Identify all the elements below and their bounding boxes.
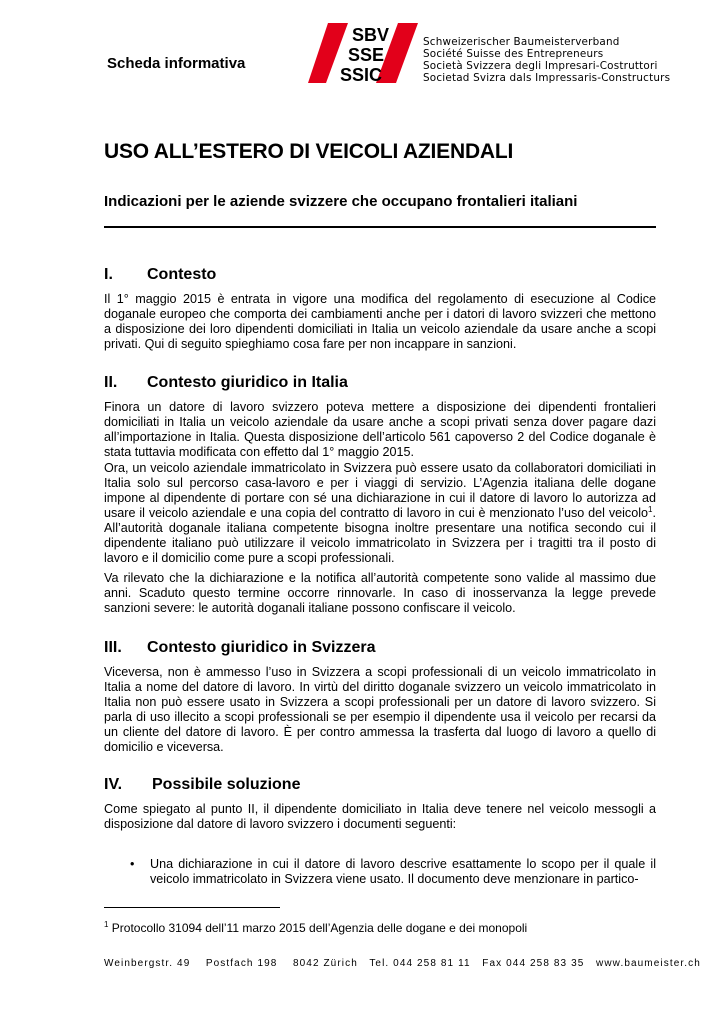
section-number: III. (104, 639, 122, 656)
section-4-bullet-1: Una dichiarazione in cui il datore di lavoro descrive esattamente lo scopo per il quale il veicolo immatricolato in Svizzera viene usato. Il documento deve menzionare in partico- (150, 857, 656, 886)
section-title: Contesto (147, 266, 217, 283)
bullet-marker: • (130, 857, 135, 871)
section-title: Possibile soluzione (152, 776, 301, 793)
paragraph-text-a: Ora, un veicolo aziendale immatricolato in Svizzera può essere usato da collaboratori domiciliati in Italia solo sul percorso casa-lavoro e per i viaggi di servizio. L’Agenzia italiana delle dogane impone al dipendente di portare con sé una dichiarazione in cui il datore di lavoro lo autorizza ad usare il veicolo aziendale e una copia del contratto di lavoro in cui è menzionato l’uso del veicolo (104, 461, 656, 520)
footnote-ref[interactable]: 1 (648, 504, 653, 514)
section-2-paragraph-3: Va rilevato che la dichiarazione e la notifica all’autorità competente sono valide al massimo due anni. Scaduto questo termine occorre rinnovarle. In caso di inosservanza la legge prevede sanzioni severe: le autorità doganali italiane possono confiscare il veicolo. (104, 571, 656, 615)
section-2-paragraph-1: Finora un datore di lavoro svizzero poteva mettere a disposizione dei dipendenti frontalieri domiciliati in Italia un veicolo aziendale da usare anche a scopi privati senza dover pagare dazi all’importazione in Italia. Questa disposizione dell’articolo 561 capoverso 2 del Codice doganale è stata tuttavia modificata con effetto dal 1° maggio 2015. (104, 400, 656, 459)
paragraph-text-b: . All’autorità doganale italiana competente bisogna inoltre presentare una notifica secondo cui il dipendente italiano può utilizzare il veicolo immatricolato in Svizzera per i tragitti tra il posto di lavoro e il domicilio come pure a scopi professionali. (104, 506, 656, 565)
logo-line-2: SSE (348, 45, 385, 65)
footnote-divider (104, 907, 280, 908)
org-name-rm: Societad Svizra dals Impressaris-Constructurs (423, 72, 671, 84)
section-number: IV. (104, 776, 123, 793)
org-name-it: Società Svizzera degli Impresari-Costruttori (423, 60, 658, 72)
logo-line-3: SSIC (340, 65, 383, 83)
footnote (104, 921, 527, 935)
section-heading-2 (104, 374, 348, 392)
org-name-fr: Société Suisse des Entrepreneurs (423, 48, 604, 60)
section-4-paragraph-1: Come spiegato al punto II, il dipendente domiciliato in Italia deve tenere nel veicolo messogli a disposizione dal datore di lavoro svizzero i documenti seguenti: (104, 802, 656, 831)
section-heading-1 (104, 266, 216, 284)
section-heading-3 (104, 639, 375, 657)
page-title: USO ALL’ESTERO DI VEICOLI AZIENDALI (104, 140, 514, 163)
section-1-paragraph-1: Il 1° maggio 2015 è entrata in vigore una modifica del regolamento di esecuzione al Codice doganale europeo che comporta dei cambiamenti anche per i datori di lavoro svizzeri che mettono a disposizione dei loro dipendenti domiciliati in Italia un veicolo aziendale da usare anche a scopi privati. Qui di seguito spieghiamo cosa fare per non incappare in sanzioni. (104, 292, 656, 351)
doc-type-label: Scheda informativa (107, 55, 246, 72)
org-name-de: Schweizerischer Baumeisterverband (423, 36, 620, 48)
footnote-mark: 1 (104, 920, 109, 929)
section-number: I. (104, 266, 113, 283)
section-2-paragraph-2 (104, 461, 656, 566)
footnote-text: Protocollo 31094 dell’11 marzo 2015 dell’Agenzia delle dogane e dei monopoli (111, 921, 528, 935)
sbv-logo (308, 23, 420, 83)
title-divider (104, 226, 656, 228)
section-title: Contesto giuridico in Svizzera (147, 639, 376, 656)
section-3-paragraph-1: Viceversa, non è ammesso l’uso in Svizzera a scopi professionali di un veicolo immatricolato in Italia a nome del datore di lavoro. In virtù del diritto doganale svizzero un veicolo immatricolato in Italia non può essere usato in Svizzera a scopi professionali per un datore di lavoro svizzero. Si parla di uso illecito a scopi professionali se per esempio il dipendente usa il veicolo per recarsi da un cliente del datore di lavoro. È per contro ammessa la trasferta dal luogo di lavoro a quello di domicilio e viceversa. (104, 665, 656, 754)
logo-line-1: SBV (352, 25, 390, 45)
section-number: II. (104, 374, 118, 391)
page-subtitle: Indicazioni per le aziende svizzere che occupano frontalieri italiani (104, 193, 578, 210)
org-names (423, 36, 670, 84)
section-title: Contesto giuridico in Italia (147, 374, 348, 391)
page-footer: Weinbergstr. 49 Postfach 198 8042 Zürich Tel. 044 258 81 11 Fax 044 258 83 35 www.baumeister.ch (104, 958, 701, 969)
section-heading-4 (104, 776, 300, 794)
